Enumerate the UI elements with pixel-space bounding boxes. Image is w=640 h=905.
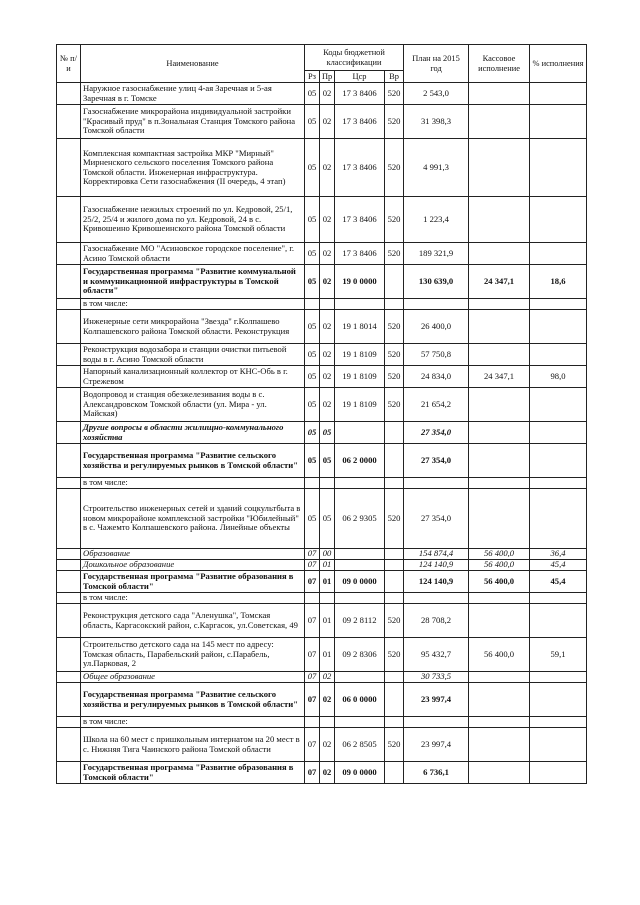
row-name: Государственная программа "Развитие коммунальной и коммуникационной инфраструктуры в Томской области" [81, 265, 305, 299]
table-row [57, 717, 587, 728]
row-name: Напорный канализационный коллектор от КНС-Обь в г. Стрежевом [81, 366, 305, 388]
row-num [57, 560, 81, 571]
row-plan: 27 354,0 [404, 422, 469, 444]
row-vr [385, 422, 404, 444]
row-pr: 02 [320, 672, 335, 683]
row-rz: 05 [305, 444, 320, 478]
row-rz: 07 [305, 683, 320, 717]
row-pr [320, 717, 335, 728]
row-name: Комплексная компактная застройка МКР "Мирный" Мирненского сельского поселения Томского района Томской области. Инженерная инфраструктура. Корректировка Сети газоснабжения (II очередь, 4 этап) [81, 139, 305, 197]
row-rz: 05 [305, 310, 320, 344]
row-rz: 07 [305, 560, 320, 571]
row-pct [530, 388, 587, 422]
row-plan: 2 543,0 [404, 83, 469, 105]
row-cash [469, 683, 530, 717]
row-pr: 02 [320, 105, 335, 139]
row-name: в том числе: [81, 717, 305, 728]
header-plan: План на 2015 год [404, 45, 469, 83]
table-body [57, 83, 587, 784]
row-rz: 07 [305, 571, 320, 593]
row-plan [404, 717, 469, 728]
row-name: Водопровод и станция обезжелезивания воды в с. Александровском Томской области (ул. Мира - ул. Майская) [81, 388, 305, 422]
row-tsr: 09 2 8112 [335, 604, 385, 638]
row-plan [404, 299, 469, 310]
row-vr [385, 265, 404, 299]
row-vr: 520 [385, 310, 404, 344]
row-rz: 07 [305, 728, 320, 762]
header-cash: Кассовое исполнение [469, 45, 530, 83]
row-pr: 05 [320, 444, 335, 478]
row-rz: 05 [305, 83, 320, 105]
row-pr: 02 [320, 683, 335, 717]
row-rz: 07 [305, 762, 320, 784]
row-name: Инженерные сети микрорайона "Звезда" г.Колпашево Колпашевского района Томской области. Реконструкция [81, 310, 305, 344]
row-cash [469, 422, 530, 444]
row-plan: 1 223,4 [404, 197, 469, 243]
row-vr: 520 [385, 388, 404, 422]
row-pct: 45,4 [530, 571, 587, 593]
table-row [57, 489, 587, 549]
row-rz: 05 [305, 344, 320, 366]
row-pct [530, 139, 587, 197]
row-name: Строительство инженерных сетей и зданий соцкультбыта в новом микрорайоне комплексной застройки "Юбилейный" в с. Чажемто Колпашевского района. Линейные объекты [81, 489, 305, 549]
row-vr: 520 [385, 139, 404, 197]
row-name: Дошкольное образование [81, 560, 305, 571]
row-pr: 02 [320, 265, 335, 299]
row-cash [469, 593, 530, 604]
row-tsr: 09 0 0000 [335, 762, 385, 784]
row-cash [469, 728, 530, 762]
row-cash [469, 489, 530, 549]
row-plan: 23 997,4 [404, 728, 469, 762]
row-vr [385, 571, 404, 593]
table-row [57, 571, 587, 593]
header-tsr: Цср [335, 71, 385, 83]
row-tsr: 19 1 8109 [335, 388, 385, 422]
row-plan: 27 354,0 [404, 489, 469, 549]
row-name: в том числе: [81, 299, 305, 310]
row-name: Строительство детского сада на 145 мест по адресу: Томская область, Парабельский район, с.Парабель, ул.Парковая, 2 [81, 638, 305, 672]
row-vr: 520 [385, 489, 404, 549]
row-name: Общее образование [81, 672, 305, 683]
row-vr [385, 549, 404, 560]
row-pct [530, 105, 587, 139]
row-pct: 98,0 [530, 366, 587, 388]
row-tsr: 17 3 8406 [335, 105, 385, 139]
row-name: Газоснабжение микрорайона индивидуальной застройки "Красивый пруд" в п.Зональная Станция Томского района Томской области [81, 105, 305, 139]
row-name: Наружное газоснабжение улиц 4-ая Заречная и 5-ая Заречная в г. Томске [81, 83, 305, 105]
row-pr: 02 [320, 388, 335, 422]
row-vr [385, 762, 404, 784]
row-vr [385, 717, 404, 728]
row-tsr [335, 593, 385, 604]
row-pr: 01 [320, 560, 335, 571]
row-num [57, 489, 81, 549]
row-pr: 02 [320, 762, 335, 784]
row-plan: 24 834,0 [404, 366, 469, 388]
row-num [57, 728, 81, 762]
row-pr [320, 299, 335, 310]
row-cash: 56 400,0 [469, 638, 530, 672]
row-cash [469, 717, 530, 728]
row-plan: 189 321,9 [404, 243, 469, 265]
row-plan: 6 736,1 [404, 762, 469, 784]
row-pr: 02 [320, 243, 335, 265]
row-pct: 18,6 [530, 265, 587, 299]
row-name: Газоснабжение МО "Асиновское городское поселение", г. Асино Томской области [81, 243, 305, 265]
row-pr: 02 [320, 197, 335, 243]
row-pct: 59,1 [530, 638, 587, 672]
row-pct: 36,4 [530, 549, 587, 560]
table-row [57, 197, 587, 243]
row-num [57, 344, 81, 366]
row-rz [305, 478, 320, 489]
table-row [57, 604, 587, 638]
row-num [57, 604, 81, 638]
row-vr: 520 [385, 638, 404, 672]
row-tsr [335, 560, 385, 571]
table-row [57, 422, 587, 444]
row-cash [469, 83, 530, 105]
row-cash [469, 197, 530, 243]
row-num [57, 139, 81, 197]
row-cash: 24 347,1 [469, 366, 530, 388]
row-cash [469, 388, 530, 422]
table-row [57, 762, 587, 784]
row-cash [469, 672, 530, 683]
row-tsr: 06 0 0000 [335, 683, 385, 717]
row-vr [385, 593, 404, 604]
table-row [57, 310, 587, 344]
row-plan [404, 593, 469, 604]
row-rz: 05 [305, 366, 320, 388]
row-vr [385, 560, 404, 571]
row-num [57, 571, 81, 593]
row-pr: 02 [320, 310, 335, 344]
header-pct: % исполнения [530, 45, 587, 83]
row-cash: 56 400,0 [469, 549, 530, 560]
row-plan: 28 708,2 [404, 604, 469, 638]
row-pr [320, 593, 335, 604]
header-codes: Коды бюджетной классификации [305, 45, 404, 71]
row-plan: 26 400,0 [404, 310, 469, 344]
row-plan [404, 478, 469, 489]
row-pr [320, 478, 335, 489]
table-row [57, 139, 587, 197]
row-num [57, 549, 81, 560]
row-cash [469, 478, 530, 489]
row-pct [530, 604, 587, 638]
row-tsr: 19 1 8014 [335, 310, 385, 344]
row-tsr [335, 717, 385, 728]
row-num [57, 197, 81, 243]
table-row [57, 243, 587, 265]
row-tsr: 09 0 0000 [335, 571, 385, 593]
row-plan: 154 874,4 [404, 549, 469, 560]
table-row [57, 683, 587, 717]
row-rz: 07 [305, 549, 320, 560]
row-num [57, 593, 81, 604]
row-name: Государственная программа "Развитие сельского хозяйства и регулируемых рынков в Томской области" [81, 683, 305, 717]
row-cash [469, 139, 530, 197]
row-rz: 05 [305, 197, 320, 243]
row-num [57, 366, 81, 388]
row-pct: 45,4 [530, 560, 587, 571]
row-pr: 01 [320, 604, 335, 638]
row-num [57, 105, 81, 139]
row-plan: 31 398,3 [404, 105, 469, 139]
row-num [57, 444, 81, 478]
row-rz: 07 [305, 638, 320, 672]
row-tsr [335, 422, 385, 444]
row-tsr [335, 478, 385, 489]
row-tsr: 19 0 0000 [335, 265, 385, 299]
row-name: Школа на 60 мест с пришкольным интернатом на 20 мест в с. Нижняя Тига Чаинского района Томской области [81, 728, 305, 762]
row-tsr: 06 2 8505 [335, 728, 385, 762]
row-plan: 124 140,9 [404, 560, 469, 571]
row-tsr: 19 1 8109 [335, 344, 385, 366]
table-row [57, 593, 587, 604]
row-plan: 27 354,0 [404, 444, 469, 478]
row-pct [530, 672, 587, 683]
row-vr [385, 672, 404, 683]
row-name: Реконструкция водозабора и станции очистки питьевой воды в г. Асино Томской области [81, 344, 305, 366]
row-tsr: 17 3 8406 [335, 243, 385, 265]
row-rz [305, 717, 320, 728]
row-pct [530, 310, 587, 344]
row-vr [385, 299, 404, 310]
row-pr: 05 [320, 489, 335, 549]
row-rz: 05 [305, 388, 320, 422]
row-num [57, 478, 81, 489]
table-row [57, 105, 587, 139]
row-pct [530, 422, 587, 444]
row-pr: 01 [320, 571, 335, 593]
row-num [57, 83, 81, 105]
row-pct [530, 83, 587, 105]
row-vr: 520 [385, 83, 404, 105]
row-name: Газоснабжение нежилых строений по ул. Кедровой, 25/1, 25/2, 25/4 и жилого дома по ул. Кедровой, 24 в с. Кривошеино Кривошеинского района Томской области [81, 197, 305, 243]
row-pct [530, 762, 587, 784]
header-rz: Рз [305, 71, 320, 83]
row-pr: 02 [320, 728, 335, 762]
table-row [57, 672, 587, 683]
row-tsr: 17 3 8406 [335, 197, 385, 243]
row-pct [530, 299, 587, 310]
row-tsr: 17 3 8406 [335, 139, 385, 197]
table-row [57, 478, 587, 489]
row-plan: 21 654,2 [404, 388, 469, 422]
row-vr [385, 683, 404, 717]
row-tsr: 17 3 8406 [335, 83, 385, 105]
row-name: Государственная программа "Развитие образования в Томской области" [81, 571, 305, 593]
row-pct [530, 593, 587, 604]
row-pct [530, 444, 587, 478]
row-rz: 07 [305, 604, 320, 638]
table-row [57, 366, 587, 388]
row-vr: 520 [385, 197, 404, 243]
row-vr [385, 444, 404, 478]
row-rz: 07 [305, 672, 320, 683]
row-cash [469, 344, 530, 366]
table-row [57, 444, 587, 478]
row-name: в том числе: [81, 593, 305, 604]
row-plan: 30 733,5 [404, 672, 469, 683]
row-rz: 05 [305, 105, 320, 139]
row-rz: 05 [305, 489, 320, 549]
row-rz: 05 [305, 422, 320, 444]
row-vr: 520 [385, 604, 404, 638]
row-vr: 520 [385, 243, 404, 265]
row-rz: 05 [305, 139, 320, 197]
table-row [57, 728, 587, 762]
row-vr: 520 [385, 728, 404, 762]
row-vr: 520 [385, 105, 404, 139]
row-cash [469, 604, 530, 638]
row-pr: 02 [320, 344, 335, 366]
row-plan: 23 997,4 [404, 683, 469, 717]
row-tsr: 19 1 8109 [335, 366, 385, 388]
row-vr: 520 [385, 366, 404, 388]
row-num [57, 243, 81, 265]
row-rz: 05 [305, 243, 320, 265]
table-row [57, 299, 587, 310]
row-cash [469, 299, 530, 310]
row-name: в том числе: [81, 478, 305, 489]
table-row [57, 549, 587, 560]
row-num [57, 638, 81, 672]
row-name: Государственная программа "Развитие сельского хозяйства и регулируемых рынков в Томской области" [81, 444, 305, 478]
row-cash [469, 243, 530, 265]
row-name: Образование [81, 549, 305, 560]
row-num [57, 683, 81, 717]
table-row [57, 560, 587, 571]
header-name: Наименование [81, 45, 305, 83]
row-plan: 124 140,9 [404, 571, 469, 593]
row-tsr [335, 299, 385, 310]
row-num [57, 388, 81, 422]
row-tsr: 09 2 8306 [335, 638, 385, 672]
row-tsr [335, 672, 385, 683]
row-num [57, 672, 81, 683]
row-rz [305, 593, 320, 604]
row-pr: 02 [320, 139, 335, 197]
row-pr: 02 [320, 83, 335, 105]
row-plan: 95 432,7 [404, 638, 469, 672]
table-row [57, 83, 587, 105]
row-cash: 56 400,0 [469, 571, 530, 593]
row-rz: 05 [305, 265, 320, 299]
row-pct [530, 728, 587, 762]
row-plan: 4 991,3 [404, 139, 469, 197]
row-cash [469, 105, 530, 139]
row-cash [469, 310, 530, 344]
row-num [57, 265, 81, 299]
row-cash [469, 444, 530, 478]
row-pct [530, 489, 587, 549]
row-plan: 130 639,0 [404, 265, 469, 299]
row-name: Реконструкция детского сада "Аленушка", Томская область, Каргасокский район, с.Каргасок, ул.Советская, 49 [81, 604, 305, 638]
row-plan: 57 750,8 [404, 344, 469, 366]
header-row [57, 45, 587, 71]
header-pr: Пр [320, 71, 335, 83]
row-pct [530, 717, 587, 728]
table-row [57, 265, 587, 299]
row-cash: 24 347,1 [469, 265, 530, 299]
row-rz [305, 299, 320, 310]
row-vr: 520 [385, 344, 404, 366]
row-tsr: 06 2 9305 [335, 489, 385, 549]
row-vr [385, 478, 404, 489]
budget-table [56, 44, 587, 784]
row-num [57, 762, 81, 784]
row-pct [530, 344, 587, 366]
table-row [57, 638, 587, 672]
row-pct [530, 197, 587, 243]
table-row [57, 388, 587, 422]
header-num: № п/и [57, 45, 81, 83]
table-row [57, 344, 587, 366]
row-tsr [335, 549, 385, 560]
row-num [57, 717, 81, 728]
row-cash [469, 762, 530, 784]
row-num [57, 299, 81, 310]
row-pct [530, 243, 587, 265]
row-pct [530, 683, 587, 717]
row-num [57, 422, 81, 444]
row-name: Государственная программа "Развитие образования в Томской области" [81, 762, 305, 784]
row-pr: 02 [320, 366, 335, 388]
row-pct [530, 478, 587, 489]
row-pr: 01 [320, 638, 335, 672]
row-num [57, 310, 81, 344]
header-vr: Вр [385, 71, 404, 83]
row-name: Другие вопросы в области жилищно-коммунального хозяйства [81, 422, 305, 444]
row-pr: 00 [320, 549, 335, 560]
row-cash: 56 400,0 [469, 560, 530, 571]
row-pr: 05 [320, 422, 335, 444]
row-tsr: 06 2 0000 [335, 444, 385, 478]
